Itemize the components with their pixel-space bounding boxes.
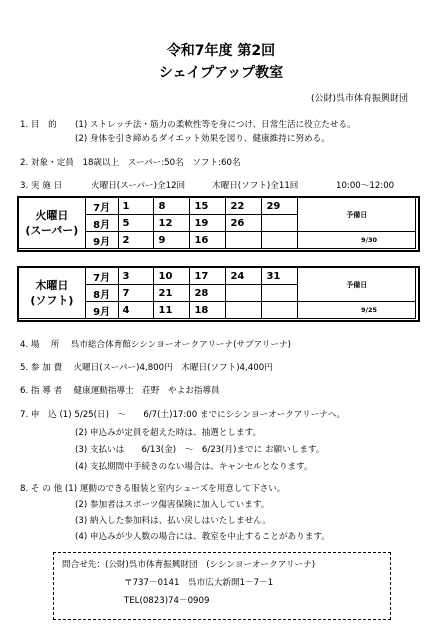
schedule-thu-date: 21 [154, 285, 190, 302]
schedule-tue-date [262, 232, 298, 249]
schedule-thu-date: 11 [154, 302, 190, 319]
schedule-tue-date: 15 [190, 198, 226, 215]
contact-box [53, 552, 391, 620]
schedule-thu-date [226, 285, 262, 302]
schedule-tue-date: 8 [154, 198, 190, 215]
schedule-thu-date: 31 [262, 268, 298, 285]
purpose-item-1: (1) ストレッチ法・筋力の柔軟性等を身につけ、日常生活に役立たせる。 [75, 120, 356, 130]
schedule-thu-date: 3 [118, 268, 154, 285]
schedule-tue-date: 2 [118, 232, 154, 249]
purpose-item-2: (2) 身体を引き締めるダイエット効果を図り、健康維持に努める。 [75, 134, 330, 144]
schedule-thu-date: 17 [190, 268, 226, 285]
page-title: 令和7年度 第2回 [166, 43, 276, 59]
schedule-thu-date [262, 302, 298, 319]
application-item-2: (2) 申込みが定員を超えた時は、抽選とします。 [75, 428, 262, 438]
schedule-tue-date: 9 [154, 232, 190, 249]
schedule-thu-month: 8月 [85, 285, 118, 302]
schedule-tue-date: 19 [190, 215, 226, 232]
dates-time: 10:00～12:00 [336, 181, 395, 191]
schedule-tue-date [262, 215, 298, 232]
schedule-thu-table [18, 267, 416, 319]
schedule-thu-date [226, 302, 262, 319]
schedule-thu-date: 4 [118, 302, 154, 319]
venue-line: 4. 場 所 呉市総合体育館シシンヨーオークアリーナ(サブアリーナ) [20, 340, 292, 350]
schedule-tue-day: 火曜日 (スーパー) [19, 198, 86, 249]
dates-thu: 木曜日(ソフト)全11回 [212, 181, 299, 191]
application-item-4: (4) 支払期間中手続きのない場合は、キャンセルとなります。 [75, 462, 313, 472]
other-item-3: (3) 納入した参加料は、払い戻しはいたしません。 [75, 516, 271, 526]
schedule-thu-month: 7月 [85, 268, 118, 285]
schedule-thu-date: 10 [154, 268, 190, 285]
schedule-tue-month: 7月 [85, 198, 118, 215]
schedule-thu-day: 木曜日 (ソフト) [19, 268, 86, 319]
purpose-label: 1. 目 的 [20, 120, 57, 130]
schedule-tue-date: 1 [118, 198, 154, 215]
other-line-1: 8. そ の 他 (1) 運動のできる服装と室内シューズを用意して下さい。 [20, 484, 286, 494]
schedule-tue-month: 9月 [85, 232, 118, 249]
organizer: (公財)呉市体育振興財団 [310, 94, 408, 104]
schedule-thu-date: 24 [226, 268, 262, 285]
schedule-tue-date: 5 [118, 215, 154, 232]
schedule-tue-date: 26 [226, 215, 262, 232]
schedule-thu-reserve-date: 9/25 [298, 302, 416, 319]
schedule-tue-date: 16 [190, 232, 226, 249]
schedule-tue-date: 12 [154, 215, 190, 232]
schedule-thu-month: 9月 [85, 302, 118, 319]
schedule-thu-date: 18 [190, 302, 226, 319]
other-item-4: (4) 申込みが少人数の場合には、教室を中止することがあります。 [75, 532, 330, 542]
instructor-line: 6. 指 導 者 健康運動指導士 荘野 やよお指導員 [20, 386, 220, 396]
fee-line: 5. 参 加 費 火曜日(スーパー)4,800円 木曜日(ソフト)4,400円 [20, 363, 273, 373]
schedule-thu-date: 28 [190, 285, 226, 302]
target-line: 2. 対象・定員 18歳以上 スーパー:50名 ソフト:60名 [20, 158, 241, 168]
other-item-2: (2) 参加者はスポーツ傷害保険に加入しています。 [75, 500, 270, 510]
application-line-1: 7. 申 込 (1) 5/25(日) ～ 6/7(土)17:00 までにシシンヨーオークアリーナへ。 [20, 410, 346, 420]
dates-tue: 火曜日(スーパー)全12回 [91, 181, 186, 191]
contact-phone: TEL(0823)74－0909 [124, 596, 210, 606]
schedule-tue-date: 22 [226, 198, 262, 215]
schedule-tue-reserve-label: 予備日 [298, 198, 416, 232]
schedule-tue-date [226, 232, 262, 249]
page-subtitle: シェイプアップ教室 [158, 65, 284, 81]
schedule-tue-table [18, 197, 416, 249]
application-item-3: (3) 支払いは 6/13(金) ～ 6/23(月)までに お願いします。 [75, 445, 325, 455]
dates-label: 3. 実 施 日 [20, 181, 63, 191]
schedule-tue-date: 29 [262, 198, 298, 215]
contact-address: 〒737－0141 呉市広大新開1－7－1 [124, 578, 274, 588]
schedule-thu-reserve-label: 予備日 [298, 268, 416, 302]
schedule-tue-month: 8月 [85, 215, 118, 232]
schedule-tue-reserve-date: 9/30 [298, 232, 416, 249]
schedule-thu-date [262, 285, 298, 302]
schedule-thu-date: 7 [118, 285, 154, 302]
contact-line-1: 問合せ先：(公財)呉市体育振興財団 (シシンヨーオークアリーナ) [62, 560, 316, 570]
